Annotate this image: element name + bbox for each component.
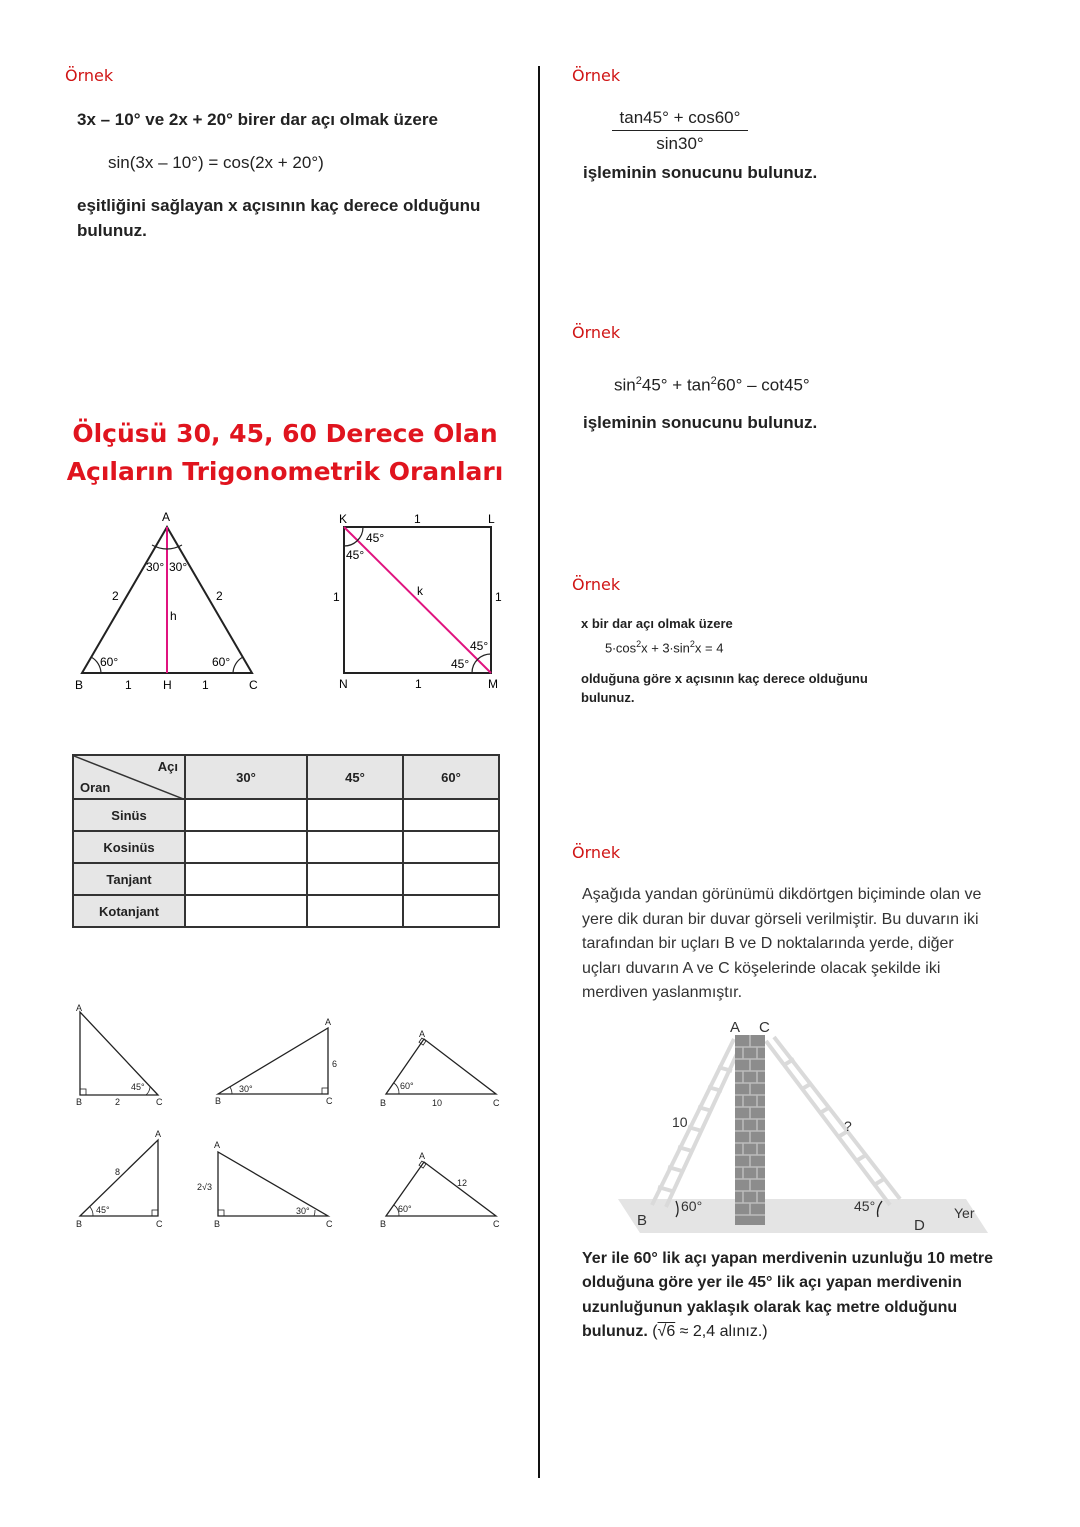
t4-c: C	[156, 1219, 163, 1229]
t5-a: A	[214, 1140, 221, 1150]
ornek3-text: işleminin sonucunu bulunuz.	[583, 413, 818, 432]
t6-side: 12	[457, 1178, 468, 1188]
para-line: Aşağıda yandan görünümü dikdörtgen biçiminde olan ve	[582, 886, 982, 903]
question-note-rest: ≈ 2,4 alınız.)	[675, 1322, 768, 1340]
side-left-sq: 1	[333, 590, 340, 604]
ornek-label-4: Örnek	[572, 575, 621, 594]
angle-a-right: 30°	[169, 560, 188, 574]
t1-side: 2	[115, 1097, 121, 1107]
diagonal-label: k	[417, 584, 423, 598]
t1-angle: 45°	[131, 1082, 145, 1092]
table-row	[73, 863, 499, 895]
angle-60: 60°	[681, 1198, 703, 1214]
t5-b: B	[214, 1219, 221, 1229]
t6-c: C	[493, 1219, 500, 1229]
expr-sup-1: 2	[635, 375, 642, 387]
cell-empty	[185, 895, 307, 927]
ornek4-line1: x bir dar açı olmak üzere	[581, 616, 733, 631]
ornek1-line2: eşitliğini sağlayan x açısının kaç derece olduğunu	[77, 196, 481, 215]
ornek-label-5: Örnek	[572, 843, 621, 862]
label-k: K	[339, 512, 348, 526]
label-n: N	[339, 677, 348, 691]
column-divider	[538, 66, 540, 1478]
cell-empty	[185, 831, 307, 863]
para-line: yere dik duran bir duvar görseli verilmiştir. Bu duvarın iki	[582, 910, 979, 928]
col-header-30: 30°	[185, 755, 307, 799]
angle-a-left: 30°	[146, 560, 165, 574]
t3-angle: 60°	[400, 1081, 414, 1091]
question-line: uzunluğunun yaklaşık olarak kaç metre olduğunu	[582, 1298, 958, 1316]
side-right: 2	[216, 589, 223, 603]
small-triangle-2	[218, 1028, 328, 1094]
eq-part-b: x + 3∙sin	[641, 640, 690, 656]
section-title-line1: Ölçüsü 30, 45, 60 Derece Olan	[72, 419, 498, 448]
eq-part-c: x = 4	[694, 640, 724, 656]
para-line: uçları duvarın A ve C köşelerinde olacak şekilde iki	[582, 959, 941, 977]
height-label: h	[170, 609, 177, 623]
ornek5-paragraph	[582, 883, 981, 1006]
t5-angle: 30°	[296, 1206, 310, 1216]
fraction-denominator: sin30°	[656, 134, 704, 153]
label-d-point: D	[914, 1217, 925, 1234]
half-right: 1	[202, 678, 209, 692]
t5-side: 2√3	[197, 1182, 212, 1192]
ornek4-line3: bulunuz.	[581, 690, 635, 705]
diagonal-km	[344, 527, 491, 673]
col-header-60: 60°	[403, 755, 499, 799]
eq-sup-1: 2	[636, 639, 642, 649]
question-note-open: (	[652, 1322, 658, 1340]
wall-ladder-figure	[610, 1015, 1020, 1240]
ornek4-equation	[605, 639, 723, 655]
cell-empty	[185, 799, 307, 831]
t4-side: 8	[115, 1167, 121, 1177]
side-right-sq: 1	[495, 590, 502, 604]
section-title-line2: Açıların Trigonometrik Oranları	[66, 457, 504, 486]
cell-empty	[307, 863, 403, 895]
trig-ratio-table	[72, 754, 500, 928]
label-l: L	[488, 512, 495, 526]
label-m: M	[488, 677, 498, 691]
side-top: 1	[414, 512, 421, 526]
row-header-tanjant: Tanjant	[73, 863, 185, 895]
cell-empty	[185, 863, 307, 895]
ornek-label-3: Örnek	[572, 323, 621, 342]
para-line: merdiven yaslanmıştır.	[582, 984, 743, 1001]
angle-m2: 45°	[451, 657, 470, 671]
t1-c: C	[156, 1097, 163, 1107]
t5-c: C	[326, 1219, 333, 1229]
row-header-kosinus: Kosinüs	[73, 831, 185, 863]
square-figure	[325, 505, 515, 695]
small-triangle-4	[80, 1140, 158, 1216]
row-header-sinus: Sinüs	[73, 799, 185, 831]
ornek5-question	[582, 1247, 993, 1344]
ornek1-line3: bulunuz.	[77, 221, 147, 240]
t3-side: 10	[432, 1098, 443, 1108]
label-h: H	[163, 678, 172, 692]
angle-k1: 45°	[366, 531, 385, 545]
fraction-expression	[612, 108, 748, 154]
t3-a: A	[419, 1029, 426, 1039]
t4-b: B	[76, 1219, 83, 1229]
t6-angle: 60°	[398, 1204, 412, 1214]
small-triangle-1	[80, 1012, 158, 1095]
t1-b: B	[76, 1097, 83, 1107]
cell-empty	[403, 799, 499, 831]
t2-c: C	[326, 1096, 333, 1106]
label-wall-c: C	[759, 1019, 770, 1036]
cell-empty	[403, 895, 499, 927]
question-bulunuz: bulunuz.	[582, 1322, 648, 1340]
question-line: Yer ile 60° lik açı yapan merdivenin uzunluğu 10 metre	[582, 1250, 993, 1267]
expr-part-b: 45° + tan	[641, 375, 711, 395]
question-line: olduğuna göre yer ile 45° lik açı yapan merdivenin	[582, 1274, 962, 1292]
cell-empty	[403, 863, 499, 895]
eq-part-a: 5∙cos	[605, 640, 637, 656]
question-note-sqrt: √6	[657, 1322, 676, 1340]
ornek4-line2: olduğuna göre x açısının kaç derece olduğunu	[581, 671, 868, 686]
expr-part-c: 60° – cot45°	[716, 375, 810, 395]
t6-a: A	[419, 1151, 426, 1161]
table-row	[73, 799, 499, 831]
angle-k2: 45°	[346, 548, 365, 562]
corner-oran: Oran	[80, 780, 111, 795]
brick-wall	[735, 1035, 765, 1225]
half-left: 1	[125, 678, 132, 692]
para-line: tarafından bir uçları B ve D noktalarında yerde, diğer	[582, 935, 954, 952]
small-triangle-5	[218, 1152, 328, 1216]
t6-b: B	[380, 1219, 387, 1229]
equilateral-triangle-figure	[70, 505, 270, 695]
cell-empty	[403, 831, 499, 863]
ornek3-expression	[614, 368, 810, 399]
col-header-45: 45°	[307, 755, 403, 799]
ornek-label-1: Örnek	[65, 66, 114, 85]
t3-c: C	[493, 1098, 500, 1108]
cell-empty	[307, 895, 403, 927]
cell-empty	[307, 831, 403, 863]
angle-45: 45°	[854, 1198, 876, 1214]
label-wall-a: A	[730, 1019, 741, 1036]
ground-plane	[618, 1199, 988, 1233]
t2-angle: 30°	[239, 1084, 253, 1094]
right-ladder	[766, 1037, 900, 1205]
ornek1-equation: sin(3x – 10°) = cos(2x + 20°)	[108, 153, 324, 172]
side-bottom: 1	[415, 677, 422, 691]
ground-label: Yer	[954, 1205, 975, 1221]
left-ladder	[652, 1039, 742, 1207]
t4-a: A	[155, 1129, 162, 1139]
ornek2-text: işleminin sonucunu bulunuz.	[583, 163, 818, 182]
ornek1-line1: 3x – 10° ve 2x + 20° birer dar açı olmak üzere	[77, 110, 438, 129]
corner-aci: Açı	[157, 759, 178, 774]
t2-b: B	[215, 1096, 222, 1106]
side-left: 2	[112, 589, 119, 603]
table-corner-cell	[73, 755, 185, 799]
ornek-label-2: Örnek	[572, 66, 621, 85]
small-triangles-figure	[70, 1000, 510, 1240]
expr-sup-2: 2	[710, 375, 717, 387]
t2-a: A	[325, 1017, 332, 1027]
t1-a: A	[76, 1003, 83, 1013]
expr-part-a: sin	[614, 375, 636, 395]
eq-sup-2: 2	[689, 639, 695, 649]
row-header-kotanjant: Kotanjant	[73, 895, 185, 927]
table-row	[73, 895, 499, 927]
angle-b: 60°	[100, 655, 119, 669]
ladder-left-length: 10	[672, 1114, 688, 1130]
t2-side: 6	[332, 1059, 338, 1069]
label-a: A	[162, 510, 171, 524]
cell-empty	[307, 799, 403, 831]
label-b-point: B	[637, 1212, 648, 1229]
table-row	[73, 831, 499, 863]
angle-c: 60°	[212, 655, 231, 669]
label-b: B	[75, 678, 84, 692]
t4-angle: 45°	[96, 1205, 110, 1215]
label-c: C	[249, 678, 258, 692]
angle-m1: 45°	[470, 639, 489, 653]
question-line-last	[582, 1320, 993, 1344]
fraction-numerator: tan45° + cos60°	[612, 108, 748, 131]
ladder-right-length: ?	[844, 1118, 852, 1134]
t3-b: B	[380, 1098, 387, 1108]
